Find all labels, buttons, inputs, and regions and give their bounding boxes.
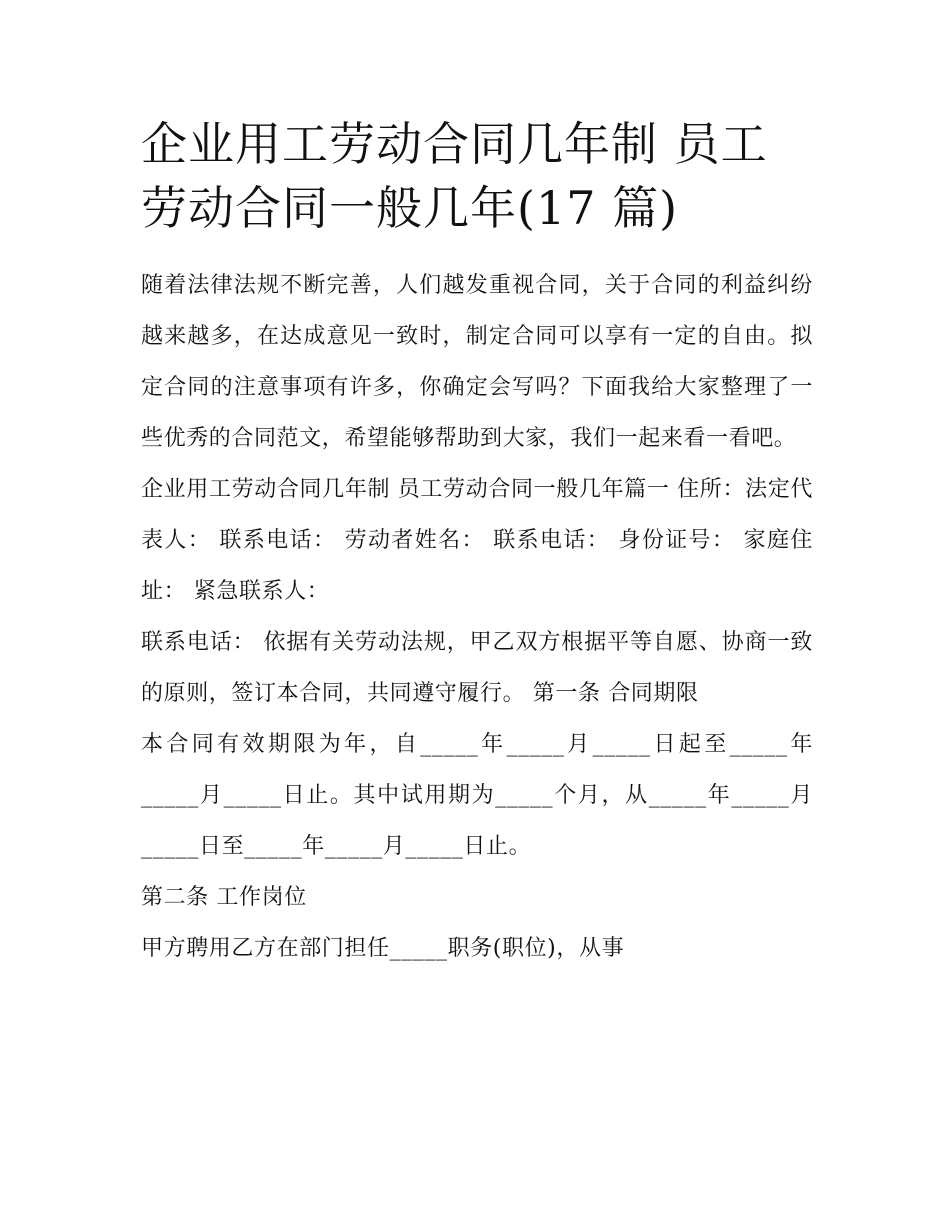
title-line-1: 企业用工劳动合同几年制 员工 [141,117,768,171]
intro-paragraph: 随着法律法规不断完善，人们越发重视合同，关于合同的利益纠纷越来越多，在达成意见一致时，制定合同可以享有一定的自由。拟定合同的注意事项有许多，你确定会写吗？下面我给大家整理了一些优秀的合同范文，希望能够帮助到大家，我们一起来看一看吧。 [141,273,813,451]
title-line-2: 劳动合同一般几年(17 篇) [141,181,679,235]
document-title [141,112,813,240]
section1-contact: 联系电话： 依据有关劳动法规，甲乙双方根据平等自愿、协商一致的原则，签订本合同，共同遵守履行。 第一条 合同期限 [141,630,813,706]
article2-title: 第二条 工作岗位 [141,885,307,910]
term-clause: 本合同有效期限为年，自_____年_____月_____日起至_____年_____月_____日止。其中试用期为_____个月，从_____年_____月_____日至_____年_____月_____日止。 [141,732,813,859]
document-page [141,112,813,974]
section1-header: 企业用工劳动合同几年制 员工劳动合同一般几年篇一 住所：法定代表人： 联系电话： 劳动者姓名： 联系电话： 身份证号： 家庭住址： 紧急联系人： [141,477,813,604]
article2-text: 甲方聘用乙方在部门担任_____职务(职位)，从事 [141,936,625,961]
